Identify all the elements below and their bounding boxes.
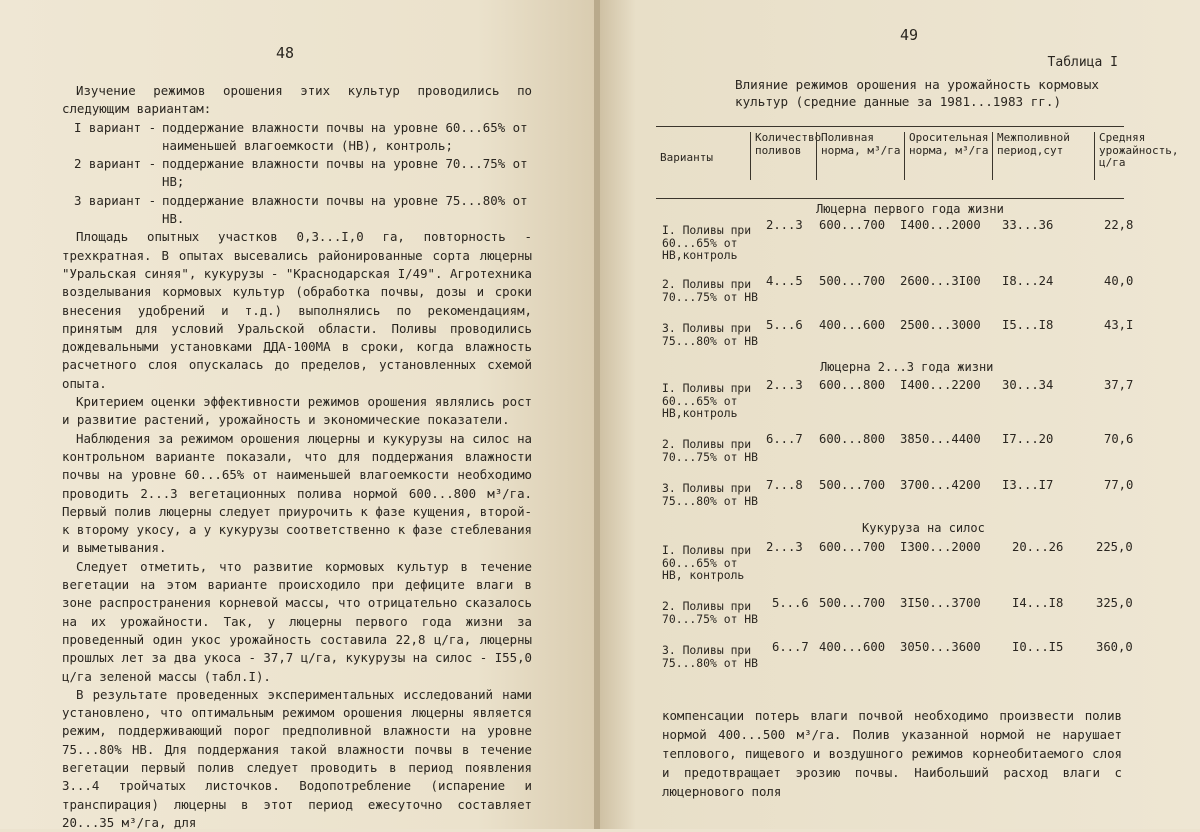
cell-count: 6...7 bbox=[772, 640, 809, 654]
table-row-variant: 2. Поливы при 70...75% от НВ bbox=[662, 599, 759, 626]
section-title: Люцерна 2...3 года жизни bbox=[820, 360, 994, 374]
table-label: Таблица I bbox=[1047, 55, 1118, 70]
cell-yield: 22,8 bbox=[1104, 218, 1134, 232]
variant-item bbox=[62, 192, 532, 229]
cell-total: 2600...3I00 bbox=[900, 274, 981, 288]
cell-total: 3850...4400 bbox=[900, 432, 981, 446]
table-row-variant: 3. Поливы при 75...80% от НВ bbox=[662, 321, 759, 348]
right-page-number: 49 bbox=[900, 26, 919, 44]
cell-norm: 400...600 bbox=[819, 318, 886, 332]
header-yield: Средняя урожайность, ц/га bbox=[1094, 132, 1156, 180]
cell-total: 2500...3000 bbox=[900, 318, 981, 332]
variant-text: поддержание влажности почвы на уровне 75...80% от НВ. bbox=[162, 192, 528, 227]
cell-yield: 43,I bbox=[1104, 318, 1134, 332]
header-count: Количество поливов bbox=[750, 132, 812, 180]
body-paragraph: Следует отметить, что развитие кормовых культур в течение вегетации на этом варианте происходило при дефиците влаги в зоне распространения корневой массы, что отрицательно сказалось на их урожайности. Так, у люцерны первого года жизни за проведенный один укос урожайность составила 22,8 ц/га, люцерны прошлых лет за два укоса - 37,7 ц/га, кукурузы на силос - I55,0 ц/га зеленой массы (табл.I). bbox=[62, 558, 532, 684]
cell-total: I400...2000 bbox=[900, 218, 981, 232]
cell-norm: 600...700 bbox=[819, 218, 886, 232]
cell-norm: 600...700 bbox=[819, 540, 886, 554]
cell-count: 5...6 bbox=[766, 318, 803, 332]
cell-count: 6...7 bbox=[766, 432, 803, 446]
body-paragraph: В результате проведенных экспериментальных исследований нами установлено, что оптимальным режимом орошения люцерны является режим, поддерживающий порог предполивной влажности на уровне 75...80% НВ. Для поддержания такой влажности почвы в течение вегетации первый полив следует проводить в период появления 3...4 тройчатых листочков. Водопотребление (испарение и транспирация) люцерны в этот период ежесуточно составляет 20...35 м³/га, для bbox=[62, 686, 532, 830]
table-row-variant: 2. Поливы при 70...75% от НВ bbox=[662, 277, 759, 304]
cell-norm: 500...700 bbox=[819, 478, 886, 492]
cell-total: 3I50...3700 bbox=[900, 596, 981, 610]
variant-item bbox=[62, 119, 532, 156]
cell-norm: 600...800 bbox=[819, 378, 886, 392]
cell-period: I5...I8 bbox=[1002, 318, 1054, 332]
table-row-variant: 3. Поливы при 75...80% от НВ bbox=[662, 481, 759, 508]
cell-period: 20...26 bbox=[1012, 540, 1064, 554]
cell-total: 3700...4200 bbox=[900, 478, 981, 492]
cell-yield: 225,0 bbox=[1096, 540, 1133, 554]
body-paragraph: Площадь опытных участков 0,3...I,0 га, повторность - трехкратная. В опытах высевались районированные сорта люцерны "Уральская синяя", кукурузы - "Краснодарская I/49". Агротехника возделывания кормовых культур (обработка почвы, дозы и сроки внесения удобрений и т.д.) выполнялись по рекомендациям, принятым для условий Уральской области. Поливы проводились дождевальными установками ДДА-100МА в сроки, когда влажность расчетного слоя опускалась до пределов, установленных схемой опыта. bbox=[62, 229, 532, 391]
cell-period: I3...I7 bbox=[1002, 478, 1054, 492]
variant-label: 3 вариант - bbox=[74, 192, 157, 208]
header-period: Межполивной период,сут bbox=[992, 132, 1092, 180]
table-row-variant: 2. Поливы при 70...75% от НВ bbox=[662, 437, 759, 464]
variant-text: поддержание влажности почвы на уровне 60...65% от наименьшей влагоемкости (НВ), контроль; bbox=[162, 119, 528, 153]
cell-period: I4...I8 bbox=[1012, 596, 1064, 610]
left-page-number: 48 bbox=[276, 44, 295, 62]
header-irrigation-norm: Поливная норма, м³/га bbox=[816, 132, 902, 180]
cell-period: 30...34 bbox=[1002, 378, 1054, 392]
cell-yield: 360,0 bbox=[1096, 640, 1133, 654]
cell-norm: 400...600 bbox=[819, 640, 886, 654]
body-paragraph: компенсации потерь влаги почвой необходимо произвести полив нормой 400...500 м³/га. Полив указанной нормой не нарушает теплового, пищевого и воздушного режимов корнеобитаемого слоя и предотвращает эрозию почвы. Наибольший расход влаги с люцернового поля bbox=[662, 708, 1122, 799]
cell-period: 33...36 bbox=[1002, 218, 1054, 232]
left-page-body bbox=[62, 82, 532, 832]
header-total-norm: Оросительная норма, м³/га bbox=[904, 132, 990, 180]
table-row-variant: I. Поливы при 60...65% от НВ,контроль bbox=[662, 381, 752, 421]
cell-norm: 600...800 bbox=[819, 432, 886, 446]
section-title: Кукуруза на силос bbox=[862, 521, 985, 535]
cell-yield: 70,6 bbox=[1104, 432, 1134, 446]
cell-yield: 37,7 bbox=[1104, 378, 1134, 392]
cell-count: 4...5 bbox=[766, 274, 803, 288]
variant-text: поддержание влажности почвы на уровне 70...75% от НВ; bbox=[162, 156, 528, 190]
left-page bbox=[0, 0, 596, 829]
variant-item bbox=[62, 155, 532, 192]
cell-total: 3050...3600 bbox=[900, 640, 981, 654]
cell-count: 2...3 bbox=[766, 540, 803, 554]
cell-norm: 500...700 bbox=[819, 596, 886, 610]
body-paragraph: Наблюдения за режимом орошения люцерны и кукурузы на силос на контрольном варианте показали, что для поддержания влажности почвы на уровне 60...65% от наименьшей влагоемкости необходимо проводить 2...3 вегетационных полива нормой 600...800 м³/га. Первый полив люцерны следует приурочить к фазе кущения, второй- к второму укосу, а у кукурузы соответственно к фазе стеблевания и выметывания. bbox=[62, 430, 532, 556]
body-paragraph: Критерием оценки эффективности режимов орошения являлись рост и развитие растений, урожайность и экономические показатели. bbox=[62, 394, 532, 428]
cell-yield: 77,0 bbox=[1104, 478, 1134, 492]
cell-period: I0...I5 bbox=[1012, 640, 1064, 654]
intro-paragraph: Изучение режимов орошения этих культур проводились по следующим вариантам: bbox=[62, 83, 532, 117]
cell-norm: 500...700 bbox=[819, 274, 886, 288]
cell-count: 2...3 bbox=[766, 218, 803, 232]
section-title: Люцерна первого года жизни bbox=[816, 202, 1004, 216]
cell-total: I300...2000 bbox=[900, 540, 981, 554]
right-page-body bbox=[662, 706, 1122, 801]
cell-period: I8...24 bbox=[1002, 274, 1054, 288]
table-row-variant: I. Поливы при 60...65% от НВ, контроль bbox=[662, 543, 752, 583]
table-row-variant: 3. Поливы при 75...80% от НВ bbox=[662, 643, 759, 670]
cell-yield: 325,0 bbox=[1096, 596, 1133, 610]
table-top-rule bbox=[656, 126, 1124, 127]
table-title: Влияние режимов орошения на урожайность кормовых культур (средние данные за 1981...1983 гг.) bbox=[735, 77, 1099, 109]
cell-period: I7...20 bbox=[1002, 432, 1054, 446]
table-row-variant: I. Поливы при 60...65% от НВ,контроль bbox=[662, 223, 752, 263]
cell-count: 5...6 bbox=[772, 596, 809, 610]
table-header-rule bbox=[656, 198, 1124, 199]
cell-count: 7...8 bbox=[766, 478, 803, 492]
header-variants: Варианты bbox=[660, 151, 713, 164]
cell-yield: 40,0 bbox=[1104, 274, 1134, 288]
variant-label: 2 вариант - bbox=[74, 156, 157, 172]
cell-total: I400...2200 bbox=[900, 378, 981, 392]
variant-label: I вариант - bbox=[74, 119, 157, 135]
cell-count: 2...3 bbox=[766, 378, 803, 392]
